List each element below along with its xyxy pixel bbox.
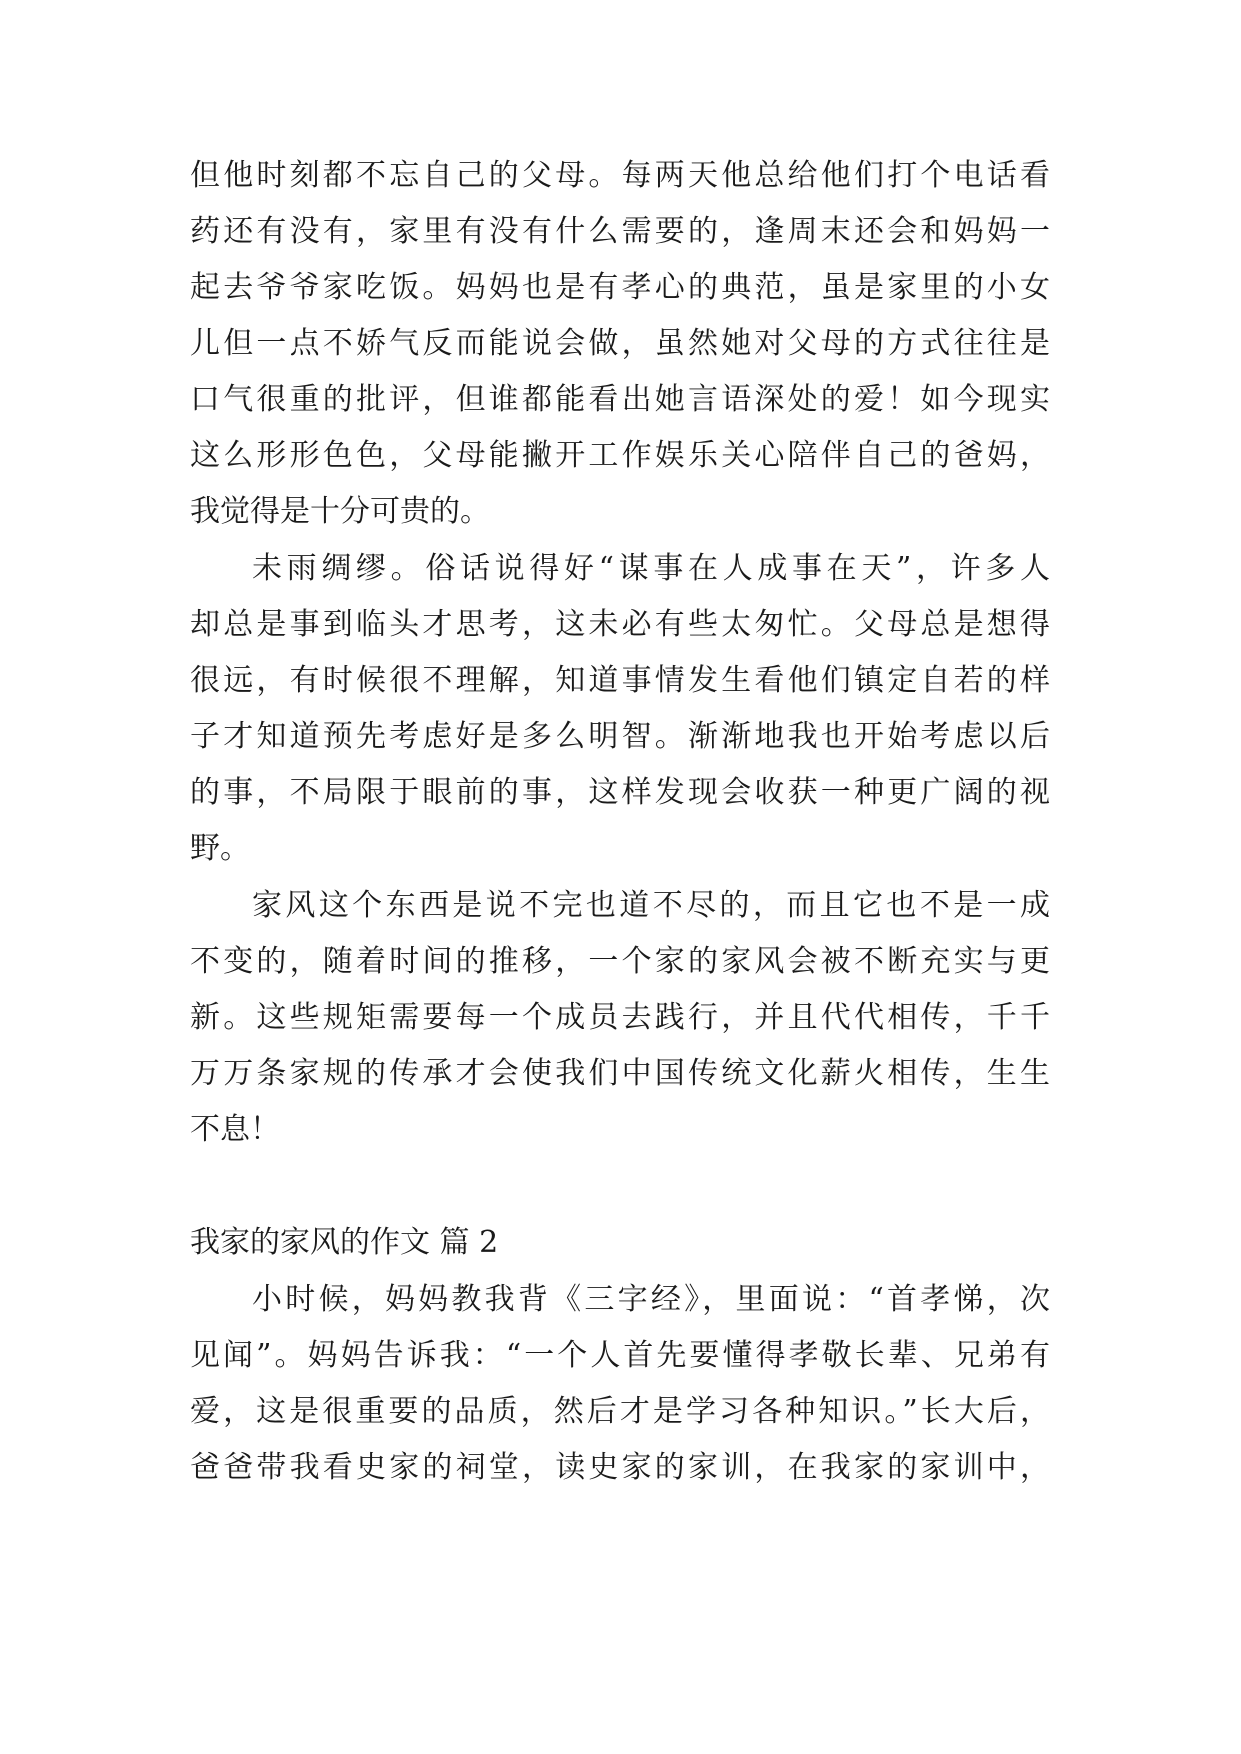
text-line: 野。 bbox=[190, 831, 250, 866]
text-line: 很远，有时候很不理解，知道事情发生看他们镇定自若的样 bbox=[190, 663, 1050, 698]
text-line: 起去爷爷家吃饭。妈妈也是有孝心的典范，虽是家里的小女 bbox=[190, 270, 1050, 305]
text-line: 却总是事到临头才思考，这未必有些太匆忙。父母总是想得 bbox=[190, 607, 1050, 642]
text-line: 新。这些规矩需要每一个成员去践行，并且代代相传，千千 bbox=[190, 1000, 1050, 1035]
text-line: 的事，不局限于眼前的事，这样发现会收获一种更广阔的视 bbox=[190, 775, 1050, 810]
text-line: 小时候，妈妈教我背《三字经》，里面说：“首孝悌，次 bbox=[252, 1282, 1050, 1317]
text-line: 不息！ bbox=[190, 1112, 280, 1147]
text-line: 未雨绸缪。俗话说得好“谋事在人成事在天”，许多人 bbox=[252, 551, 1050, 586]
text-line: 我觉得是十分可贵的。 bbox=[190, 494, 490, 529]
text-line: 爸爸带我看史家的祠堂，读史家的家训，在我家的家训中， bbox=[190, 1450, 1050, 1485]
text-line: 家风这个东西是说不完也道不尽的，而且它也不是一成 bbox=[252, 888, 1050, 923]
section-heading: 我家的家风的作文 篇 2 bbox=[190, 1225, 499, 1260]
text-line: 口气很重的批评，但谁都能看出她言语深处的爱！如今现实 bbox=[190, 382, 1050, 417]
text-line: 见闻”。妈妈告诉我：“一个人首先要懂得孝敬长辈、兄弟有 bbox=[190, 1338, 1050, 1373]
text-line: 但他时刻都不忘自己的父母。每两天他总给他们打个电话看 bbox=[190, 158, 1050, 193]
text-line: 药还有没有，家里有没有什么需要的，逢周末还会和妈妈一 bbox=[190, 214, 1050, 249]
text-line: 爱，这是很重要的品质，然后才是学习各种知识。”长大后， bbox=[190, 1394, 1050, 1429]
text-line: 万万条家规的传承才会使我们中国传统文化薪火相传，生生 bbox=[190, 1056, 1050, 1091]
text-line: 儿但一点不娇气反而能说会做，虽然她对父母的方式往往是 bbox=[190, 326, 1050, 361]
text-line: 不变的，随着时间的推移，一个家的家风会被不断充实与更 bbox=[190, 944, 1050, 979]
text-line: 这么形形色色，父母能撇开工作娱乐关心陪伴自己的爸妈， bbox=[190, 438, 1050, 473]
text-line: 子才知道预先考虑好是多么明智。渐渐地我也开始考虑以后 bbox=[190, 719, 1050, 754]
